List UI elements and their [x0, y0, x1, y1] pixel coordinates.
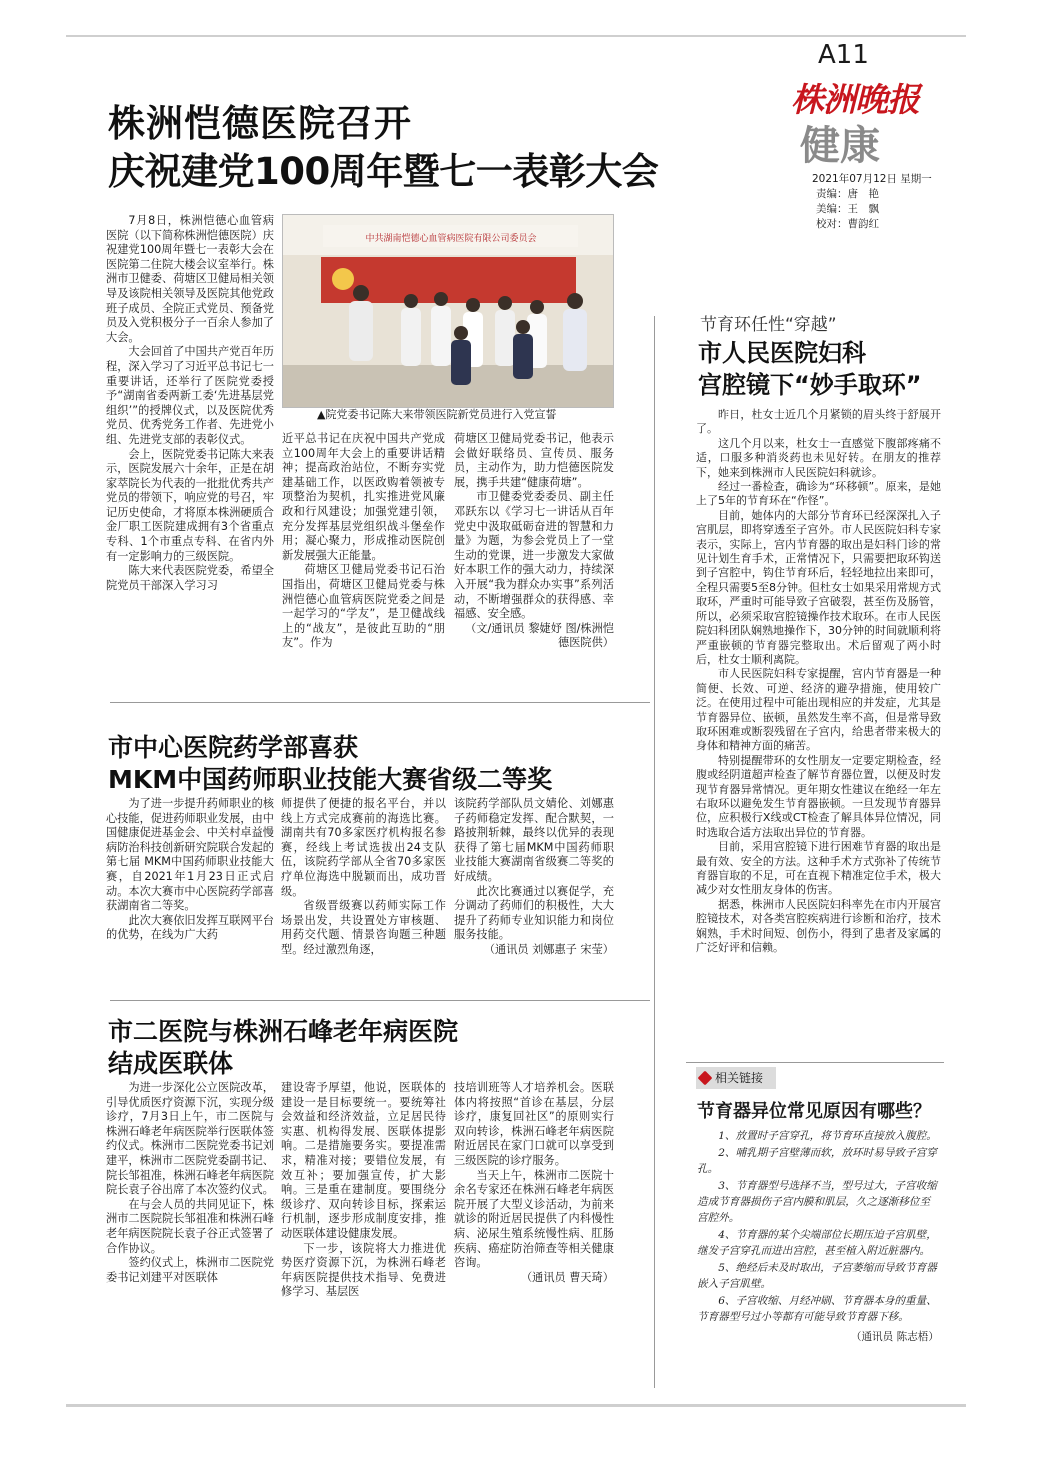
- paragraph: 在与会人员的共同见证下，株洲市二医院院长邹祖准和株洲石峰老年病医院院长袁子谷正式签署了合作协议。: [106, 1197, 274, 1255]
- paragraph: 市卫健委党委委员、副主任邓跃东以《学习七一讲话从百年党史中汲取砥砺奋进的智慧和力量》为题，为参会党员上了一堂生动的党课，进一步激发大家做好本职工作的强大动力，持续深入开展“我为群众办实事”系列活动，不断增强群众的获得感、幸福感、安全感。: [454, 490, 614, 621]
- paragraph: 签约仪式上，株洲市二医院党委书记刘建平对医联体: [106, 1256, 274, 1284]
- article4-title-line2: 宫腔镜下“妙手取环”: [698, 371, 922, 399]
- list-item: 2、哺乳期子宫壁薄而软，放环时易导致子宫穿孔。: [697, 1147, 937, 1175]
- paragraph: 省级晋级赛以药师实际工作场景出发，共设置处方审核题、用药交代题、情景咨询题三种题型。经过激烈角逐，: [281, 899, 446, 956]
- top-rule: [66, 35, 966, 37]
- paragraph: 为了进一步提升药师职业的核心技能，促进药师职业发展，由中国健康促进基金会、中关村卓益慢病防治科技创新研究院联合发起的第七届 MKM中国药师职业技能大赛，自2021年1月23日正式启动。本次大赛市中心医院药学部喜获湖南省二等奖。: [106, 797, 274, 913]
- article1-column-2: [282, 432, 445, 651]
- article2-column-1: [106, 797, 274, 943]
- photo-illustration: [283, 215, 613, 407]
- party-oath-photo: [282, 214, 614, 408]
- vertical-column-divider: [654, 316, 655, 1388]
- sidebar-question: 节育器异位常见原因有哪些？: [697, 1101, 931, 1122]
- sidebar-list: [697, 1128, 939, 1346]
- article4-body: [696, 408, 941, 955]
- paragraph: 据悉，株洲市人民医院妇科率先在市内开展宫腔镜技术，对各类宫腔疾病进行诊断和治疗，技术娴熟，手术时间短、创伤小，得到了患者及家属的广泛好评和信赖。: [696, 897, 941, 955]
- sidebar-divider: [686, 1062, 944, 1063]
- paragraph: 经过一番检查，确诊为“环移顿”。原来，是她上了5年的节育环在“作怪”。: [696, 480, 941, 508]
- paragraph: 这几个月以来，杜女士一直感觉下腹部疼痛不适，口服多种消炎药也未见好转。在朋友的推荐下，她来到株洲市人民医院妇科就诊。: [696, 436, 941, 479]
- issue-date: 2021年07月12日 星期一: [812, 173, 932, 185]
- paragraph: 师提供了便捷的报名平台，并以线上方式完成赛前的海选比赛。湖南共有70多家医疗机构报名参赛，经线上考试选拔出24支队伍，该院药学部从全省70多家医疗单位海选中脱颖而出，成功晋级。: [281, 797, 446, 898]
- article4-title-line1: 市人民医院妇科: [698, 339, 866, 367]
- article3-column-1: [106, 1081, 274, 1285]
- article2-title-line1: 市中心医院药学部喜获: [108, 733, 359, 762]
- paragraph: 陈大来代表医院党委，希望全院党员干部深入学习习: [106, 564, 274, 592]
- paragraph: 昨日，杜女士近几个月紧锁的眉头终于舒展开了。: [696, 408, 941, 436]
- paragraph: 建设寄予厚望，他说，医联体的建设一是目标要统一。要统筹社会效益和经济效益，立足居民待实惠、机构得发展、医联体提影响。二是措施要务实。要提准需求，精准对接；要错位发展，有效互补；要加强宣传，扩大影响。三是重在建制度。要围绕分级诊疗、双向转诊目标，探索运行机制，逐步形成制度安排，推动医联体建设健康发展。: [281, 1081, 446, 1240]
- paragraph: 该院药学部队员文婧伦、刘娜惠子药师稳定发挥、配合默契，一路披荆斩棘，最终以优异的表现获得了第七届MKM中国药师职业技能大赛湖南省级赛二等奖的好成绩。: [454, 797, 614, 883]
- paragraph: 市人民医院妇科专家提醒，宫内节育器是一种简便、长效、可逆、经济的避孕措施，使用较广泛。在使用过程中可能出现相应的并发症，尤其是节育器异位、嵌顿，虽然发生率不高，但是常导致取环困难或断裂残留在子宫内，给患者带来极大的身体和精神方面的痛苦。: [696, 667, 941, 753]
- article1-title-line1: 株洲恺德医院召开: [108, 102, 412, 145]
- paragraph: 此次比赛通过以赛促学，充分调动了药师们的积极性，大大提升了药师专业知识能力和岗位服务技能。: [454, 884, 614, 942]
- designer-credit: 美编：王 飘: [816, 203, 879, 215]
- photo-caption: ▲院党委书记陈大来带领医院新党员进行入党宣誓: [317, 408, 557, 421]
- article3-column-3: [454, 1081, 614, 1285]
- article2-title-line2: MKM中国药师职业技能大赛省级二等奖: [108, 765, 553, 794]
- paragraph: 目前，她体内的大部分节育环已经深深扎入子宫肌层，即将穿透至子宫外。市人民医院妇科专家表示，实际上，宫内节育器的取出是妇科门诊的常见计划生育手术，正常情况下，只需要把取环钩送到子宫腔中，钩住节育环后，轻轻地拉出来即可，全程只需要5至8分钟。但杜女士如果采用常规方式取环，严重时可能导致子宫破裂，甚至伤及肠管，所以，必须采取宫腔镜操作技术取环。在市人民医院妇科团队娴熟地操作下，30分钟的时间就顺利将严重嵌顿的节育器完整取出。术后留观了两小时后，杜女士顺利离院。: [696, 508, 941, 666]
- proofreader-credit: 校对：曹韵红: [816, 218, 879, 230]
- section-title: 健康: [800, 122, 880, 169]
- article1-column-1: [106, 214, 274, 593]
- related-link-badge: [696, 1067, 776, 1089]
- list-item: 4、节育器的某个尖端部位长期压迫子宫肌壁，继发子宫穿孔而进出宫腔，甚至植入附近脏器内。: [697, 1229, 937, 1257]
- sidebar-credit: （通讯员 陈志梧）: [850, 1331, 939, 1343]
- paragraph: 近平总书记在庆祝中国共产党成立100周年大会上的重要讲话精神；提高政治站位，不断夯实党建基础工作，以医政购着领被专项整治为契机，扎实推进党风廉政和行风建设；加强党建引领，充分发挥基层党组织战斗堡垒作用；凝心聚力，形成推动医院创新发展强大正能量。: [282, 432, 445, 562]
- page-number: A11: [818, 40, 869, 70]
- paragraph: 会上，医院党委书记陈大来表示，医院发展六十余年，正是在胡家萃院长为代表的一批批优秀共产党员的带领下，响应党的号召，牢记历史使命，才将原本株洲硬质合金厂职工医院建成拥有3个省重点专科、1个市重点专科、在省内外有一定影响力的三级医院。: [106, 447, 274, 563]
- section-divider-1: [110, 702, 650, 703]
- list-item: 5、绝经后未及时取出，子宫萎缩而导致节育器嵌入子宫肌壁。: [697, 1262, 937, 1290]
- editor-credit: 责编：唐 艳: [816, 188, 879, 200]
- paragraph: 下一步，该院将大力推进优势医疗资源下沉，为株洲石峰老年病医院提供技术指导、免费进修学习、基层医: [281, 1241, 446, 1299]
- article2-credit: （通讯员 刘娜惠子 宋莹）: [483, 942, 614, 956]
- list-item: 1、放置时子宫穿孔，将节育环直接放入腹腔。: [718, 1130, 937, 1142]
- article3-title-line1: 市二医院与株洲石峰老年病医院: [108, 1017, 459, 1046]
- arrow-icon: [698, 1071, 713, 1086]
- article2-column-2: [281, 797, 446, 958]
- paragraph: 技培训班等人才培养机会。医联体内将按照“首诊在基层，分层诊疗，康复回社区”的原则实行双向转诊，株洲石峰老年病医院附近居民在家门口就可以享受到三级医院的诊疗服务。: [454, 1081, 614, 1167]
- paragraph: 7月8日，株洲恺德心血管病医院（以下简称株洲恺德医院）庆祝建党100周年暨七一表彰大会在医院第二住院大楼会议室举行。株洲市卫健委、荷塘区卫健局相关领导及该院相关领导及医院其他党政班子成员、全院正式党员、预备党员及入党积极分子一百余人参加了大会。: [106, 214, 274, 344]
- bottom-rule: [66, 1404, 966, 1407]
- article3-title-line2: 结成医联体: [108, 1049, 234, 1078]
- list-item: 3、节育器型号选择不当，型号过大，子宫收缩造成节育器损伤子宫内膜和肌层，久之逐渐移位至宫腔外。: [697, 1180, 937, 1224]
- article4-kicker: 节育环任性“穿越”: [700, 315, 837, 335]
- article3-column-2: [281, 1081, 446, 1300]
- photo-banner-text: 中共湖南恺德心血管病医院有限公司委员会: [365, 234, 537, 244]
- paragraph: 荷塘区卫健局党委书记，他表示会做好联络员、宣传员、服务员，主动作为，助力恺德医院发展，携手共建“健康荷塘”。: [454, 432, 614, 489]
- paragraph: 目前，采用宫腔镜下进行困难节育器的取出是最有效、安全的方法。这种手术方式弥补了传统节育器盲取的不足，可在直视下精准定位手术，极大减少对女性朋友身体的伤害。: [696, 840, 941, 897]
- paragraph: 此次大赛依旧发挥互联网平台的优势，在线为广大药: [106, 913, 274, 942]
- paragraph: 当天上午，株洲市二医院十余名专家还在株洲石峰老年病医院开展了大型义诊活动，为前来就诊的附近居民提供了内科慢性病、泌尿生殖系统慢性病、肛肠疾病、癌症防治筛查等相关健康咨询。: [454, 1168, 614, 1270]
- section-divider-2: [110, 1000, 650, 1001]
- paragraph: 为进一步深化公立医院改革，引导优质医疗资源下沉，实现分级诊疗，7月3日上午，市二医院与株洲石峰老年病医院举行医联体签约仪式。株洲市二医院党委书记刘建平，株洲市二医院党委副书记、院长邹祖准，株洲石峰老年病医院院长袁子谷出席了本次签约仪式。: [106, 1081, 274, 1197]
- list-item: 6、子宫收缩、月经冲刷、节育器本身的重量、节育器型号过小等都有可能导致节育器下移。: [697, 1295, 937, 1323]
- paragraph: 大会回首了中国共产党百年历程，深入学习了习近平总书记七一重要讲话，还举行了医院党委授予“湖南省委两新工委‘先进基层党组织’”的授牌仪式，以及医院优秀党员、优秀党务工作者、先进党小组、先进党支部的表彰仪式。: [106, 345, 274, 446]
- article1-credit: （文/通讯员 黎婕妤 图/株洲恺德医院供）: [465, 621, 614, 650]
- article2-column-3: [454, 797, 614, 958]
- paragraph: 荷塘区卫健局党委书记石治国指出，荷塘区卫健局党委与株洲恺德心血管病医院党委之间是一起学习的“学友”，是卫健战线上的“战友”，是彼此互助的“朋友”。作为: [282, 563, 445, 650]
- article1-column-3: [454, 432, 614, 651]
- masthead-logo: 株洲晚报: [791, 80, 919, 119]
- paragraph: 特别提醒带环的女性朋友一定要定期检查，经腹或经阴道超声检查了解节育器位置，以便及时发现节育器异常情况。更年期女性建议在绝经一年左右取环以避免发生节育器嵌顿。一旦发现节育器异位，应积极行X线或CT检查了解具体异位情况，同时选取合适方法取出异位的节育器。: [696, 753, 941, 839]
- article3-credit: （通讯员 曹天琦）: [520, 1270, 614, 1284]
- related-link-label: 相关链接: [715, 1071, 764, 1085]
- article1-title-line2: 庆祝建党100周年暨七一表彰大会: [108, 150, 659, 193]
